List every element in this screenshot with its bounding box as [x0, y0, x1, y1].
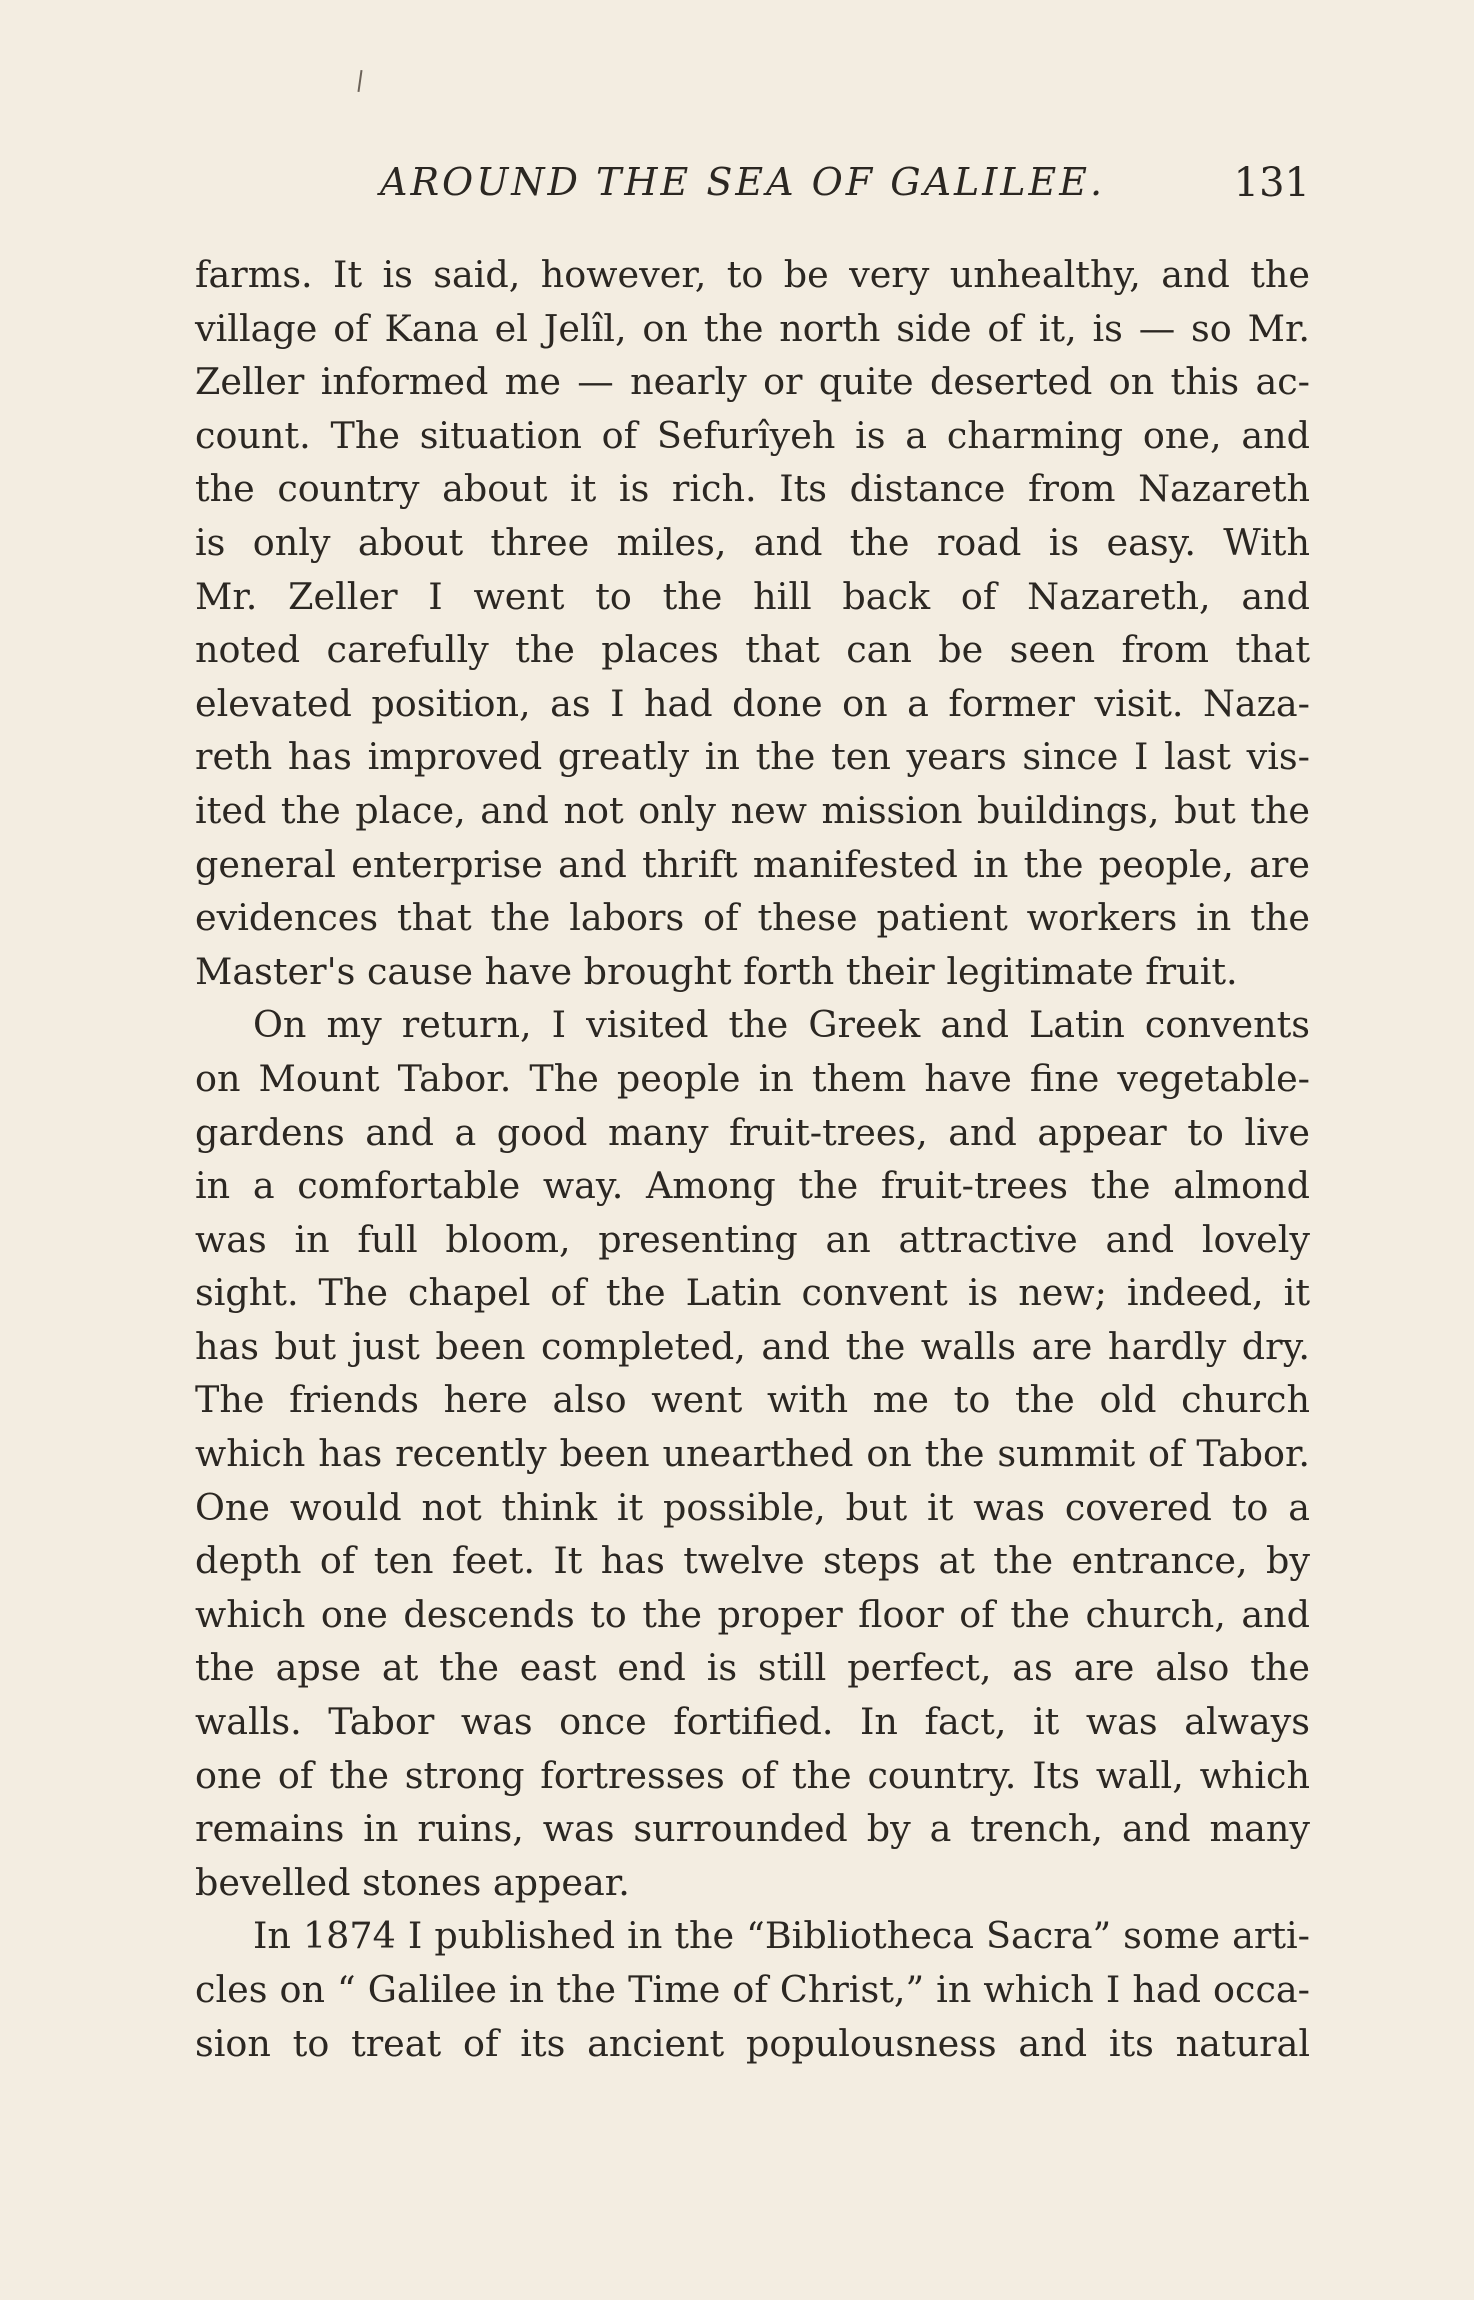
text-line: On my return, I visited the Greek and Latin convents	[253, 1003, 1310, 1047]
text-line: One would not think it possible, but it was covered to a	[195, 1485, 1310, 1529]
text-line: was in full bloom, presenting an attractive and lovely	[195, 1217, 1310, 1261]
text-line: sion to treat of its ancient populousness and its natural	[195, 2021, 1310, 2065]
text-line: Mr. Zeller I went to the hill back of Nazareth, and	[195, 574, 1310, 618]
text-line: The friends here also went with me to the old church	[195, 1378, 1310, 1422]
text-line: the apse at the east end is still perfect, as are also the	[195, 1646, 1310, 1690]
text-line: is only about three miles, and the road is easy. With	[195, 520, 1310, 564]
text-line: one of the strong fortresses of the country. Its wall, which	[195, 1753, 1310, 1797]
text-line: evidences that the labors of these patient workers in the	[195, 896, 1310, 940]
text-line: has but just been completed, and the walls are hardly dry.	[195, 1324, 1310, 1368]
text-line: In 1874 I published in the “Bibliotheca Sacra” some arti-	[253, 1914, 1310, 1958]
text-line: Master's cause have brought forth their legitimate fruit.	[195, 949, 1238, 993]
text-line: farms. It is said, however, to be very unhealthy, and the	[195, 253, 1310, 296]
text-line: ited the place, and not only new mission buildings, but the	[195, 788, 1310, 832]
stray-ink-mark	[357, 70, 362, 92]
text-line: which one descends to the proper floor of the church, and	[195, 1592, 1310, 1636]
text-line: which has recently been unearthed on the summit of Tabor.	[195, 1432, 1310, 1476]
running-title: AROUND THE SEA OF GALILEE.	[380, 160, 1106, 204]
text-line: elevated position, as I had done on a former visit. Naza-	[195, 681, 1310, 725]
page-body-text	[195, 248, 1310, 2070]
text-line: depth of ten feet. It has twelve steps at the entrance, by	[195, 1539, 1310, 1583]
text-line: remains in ruins, was surrounded by a trench, and many	[195, 1807, 1310, 1851]
text-line: Zeller informed me — nearly or quite deserted on this ac-	[195, 360, 1310, 404]
page-number: 131	[1233, 160, 1310, 206]
text-line: cles on “ Galilee in the Time of Christ,” in which I had occa-	[195, 1968, 1310, 2011]
text-line: on Mount Tabor. The people in them have fine vegetable-	[195, 1056, 1310, 1100]
text-line: walls. Tabor was once fortified. In fact, it was always	[195, 1700, 1310, 1744]
text-line: reth has improved greatly in the ten years since I last vis-	[195, 735, 1310, 779]
text-line: in a comfortable way. Among the fruit-trees the almond	[195, 1164, 1310, 1208]
text-line: noted carefully the places that can be seen from that	[195, 628, 1310, 672]
text-line: bevelled stones appear.	[195, 1860, 630, 1904]
text-line: village of Kana el Jelîl, on the north side of it, is — so Mr.	[195, 306, 1310, 350]
text-line: general enterprise and thrift manifested in the people, are	[195, 842, 1310, 886]
text-line: count. The situation of Sefurîyeh is a charming one, and	[195, 413, 1310, 457]
text-line: gardens and a good many fruit-trees, and appear to live	[195, 1110, 1310, 1154]
text-line: sight. The chapel of the Latin convent is new; indeed, it	[195, 1271, 1310, 1315]
page-header	[195, 160, 1310, 220]
text-line: the country about it is rich. Its distance from Nazareth	[195, 467, 1310, 511]
